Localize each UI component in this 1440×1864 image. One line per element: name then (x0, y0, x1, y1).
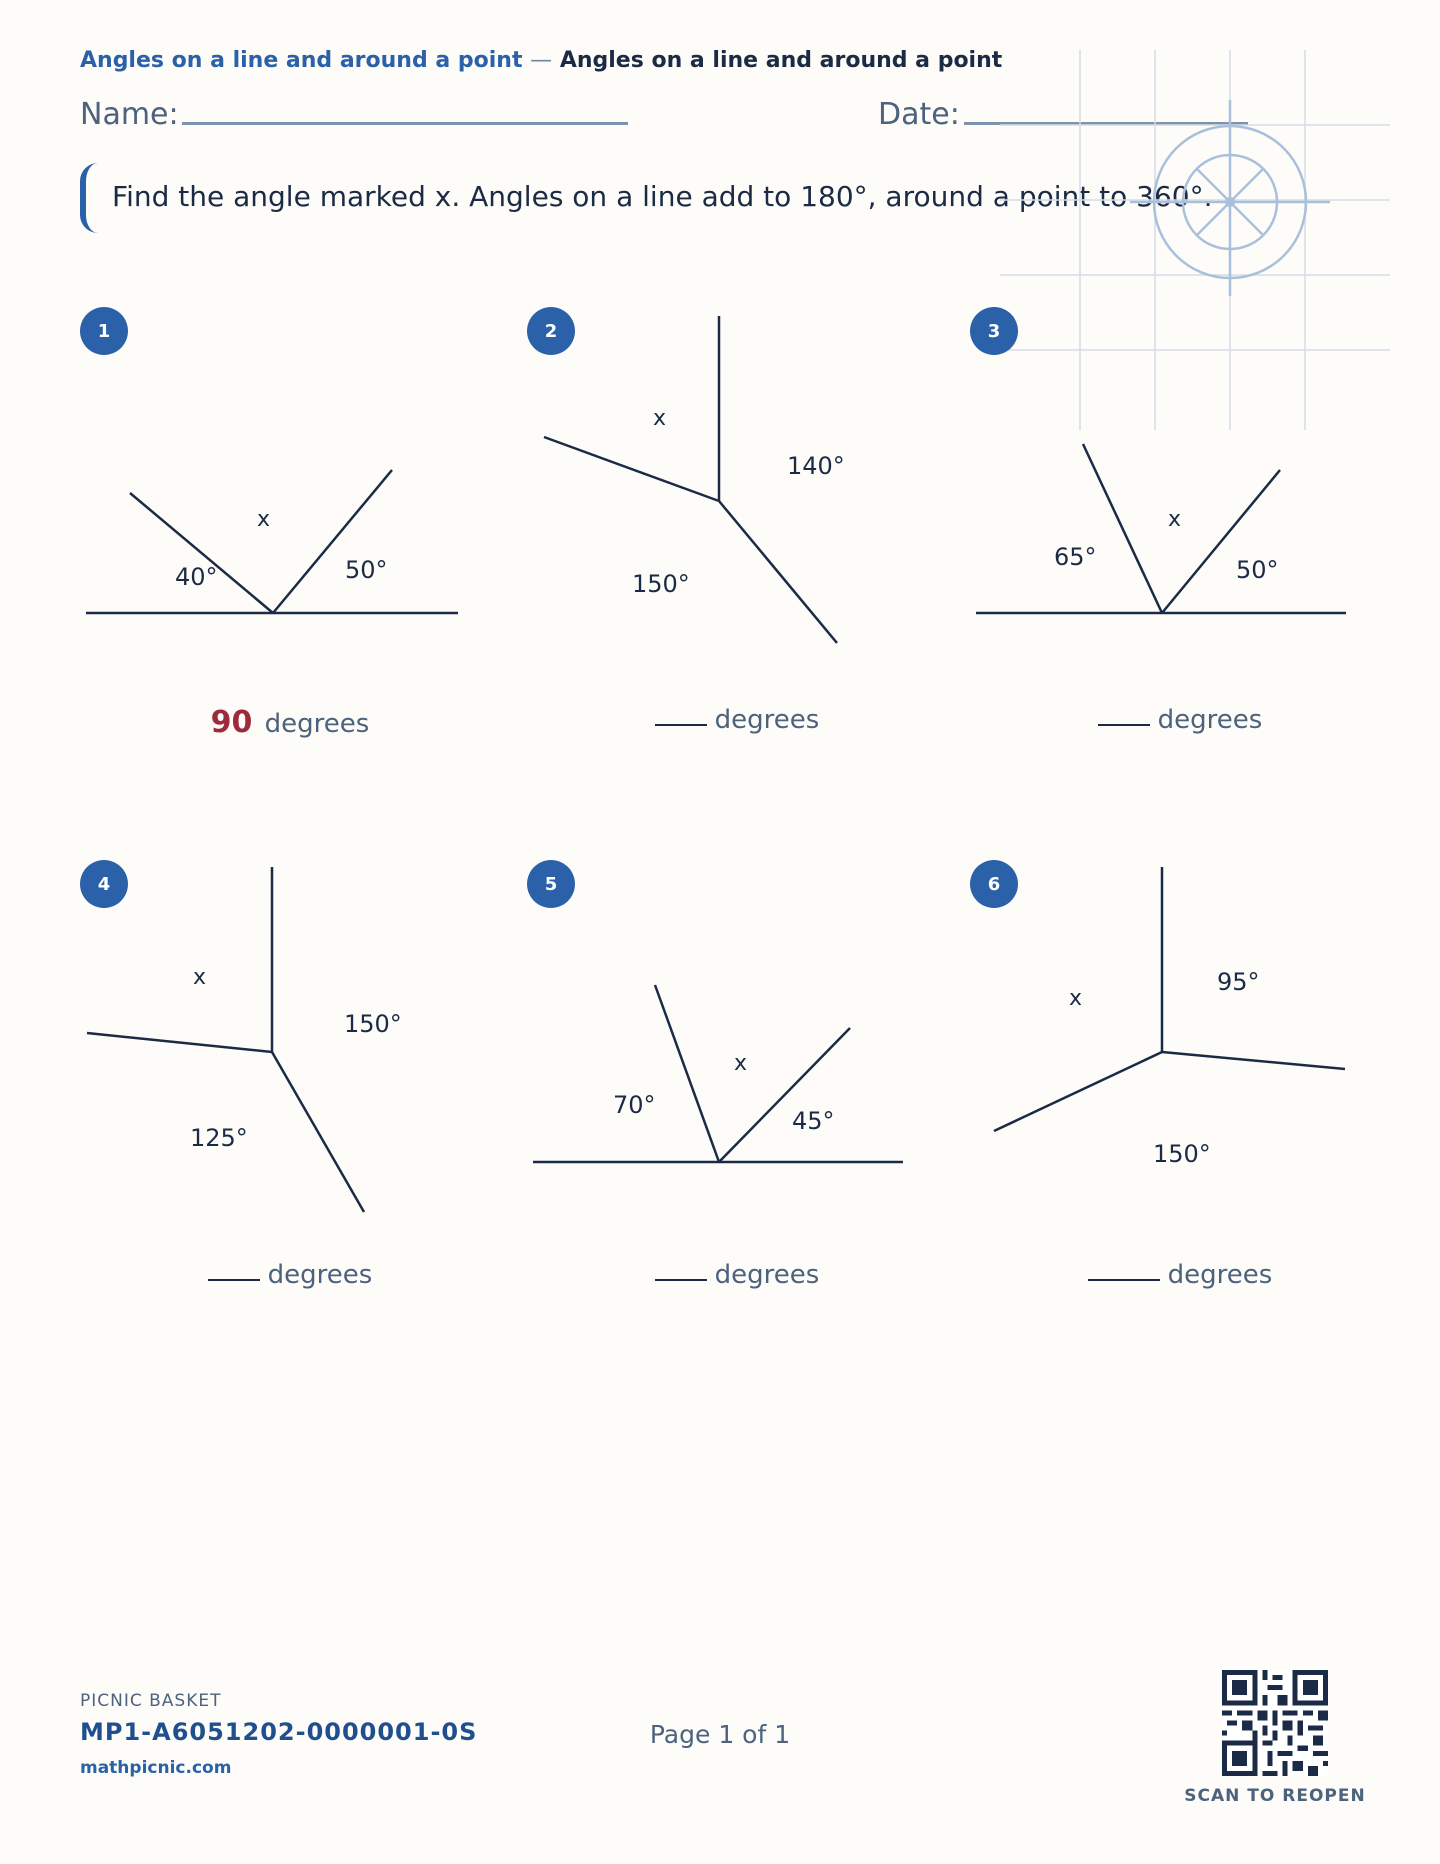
answer-row (527, 1260, 947, 1290)
qr-caption: SCAN TO REOPEN (1184, 1786, 1366, 1806)
ray (655, 985, 719, 1162)
angle-label: 40° (175, 563, 218, 591)
angle-diagram (527, 860, 947, 1320)
answer-row (970, 705, 1390, 735)
answer-blank[interactable] (655, 722, 707, 726)
answer-unit: degrees (714, 1260, 820, 1290)
problem-6 (970, 860, 1390, 1360)
qr-code-icon[interactable] (1222, 1670, 1328, 1776)
answer-blank[interactable] (655, 1277, 707, 1281)
ray (1162, 1052, 1345, 1069)
angle-label: 50° (345, 556, 388, 584)
angle-diagram (527, 307, 947, 767)
footer-brand: PICNIC BASKET (80, 1691, 222, 1711)
instruction-bracket (80, 163, 98, 233)
answer-row (80, 705, 500, 740)
answer-blank[interactable] (208, 1277, 260, 1281)
title-separator: — (530, 48, 553, 73)
answer-value[interactable]: 90 (210, 705, 253, 740)
problem-number-badge: 1 (80, 307, 128, 355)
unknown-angle-label: x (1069, 986, 1083, 1011)
angle-label: 140° (787, 452, 845, 480)
angle-label: 95° (1217, 968, 1260, 996)
answer-blank[interactable] (1098, 722, 1150, 726)
angle-label: 70° (613, 1091, 656, 1119)
angle-diagram (80, 860, 500, 1320)
page-indicator: Page 1 of 1 (649, 1720, 791, 1749)
instruction-box (80, 163, 1213, 233)
ray (272, 1052, 364, 1212)
answer-unit: degrees (1167, 1260, 1273, 1290)
unknown-angle-label: x (193, 965, 207, 990)
unknown-angle-label: x (1168, 507, 1182, 532)
answer-row (80, 1260, 500, 1290)
ray (719, 1028, 850, 1162)
answer-unit: degrees (714, 705, 820, 735)
title-subtitle: Angles on a line and around a point (559, 48, 1003, 73)
angle-label: 50° (1236, 556, 1279, 584)
name-label: Name: (80, 97, 179, 132)
date-label: Date: (878, 97, 960, 132)
problem-5 (527, 860, 947, 1360)
problem-number-badge: 2 (527, 307, 575, 355)
problem-number-badge: 3 (970, 307, 1018, 355)
problem-number-badge: 6 (970, 860, 1018, 908)
problem-2 (527, 307, 947, 807)
angle-label: 125° (190, 1124, 248, 1152)
ray (544, 437, 719, 501)
answer-row (527, 705, 947, 735)
unknown-angle-label: x (653, 406, 667, 431)
answer-unit: degrees (267, 1260, 373, 1290)
problem-3 (970, 307, 1390, 807)
ray (1083, 444, 1162, 613)
angle-diagram (80, 307, 500, 767)
problem-number-badge: 5 (527, 860, 575, 908)
ray (719, 501, 837, 643)
angle-diagram (970, 860, 1390, 1320)
answer-unit: degrees (1157, 705, 1263, 735)
answer-unit: degrees (264, 709, 370, 739)
unknown-angle-label: x (734, 1051, 748, 1076)
ray (273, 470, 392, 613)
instruction-text: Find the angle marked x. Angles on a line add to 180°, around a point to 360°. (112, 180, 1213, 213)
problem-1 (80, 307, 500, 807)
angle-label: 65° (1054, 543, 1097, 571)
unknown-angle-label: x (257, 507, 271, 532)
footer-link[interactable]: mathpicnic.com (80, 1758, 232, 1778)
name-field[interactable] (182, 122, 628, 125)
title-topic: Angles on a line and around a point (80, 48, 523, 73)
problem-number-badge: 4 (80, 860, 128, 908)
angle-label: 150° (344, 1010, 402, 1038)
ray (130, 493, 273, 613)
problem-4 (80, 860, 500, 1360)
angle-label: 150° (1153, 1140, 1211, 1168)
angle-label: 45° (792, 1107, 835, 1135)
ray (87, 1033, 272, 1052)
angle-label: 150° (632, 570, 690, 598)
worksheet-code: MP1-A6051202-0000001-0S (80, 1718, 478, 1746)
ray (994, 1052, 1162, 1131)
ray (1162, 470, 1280, 613)
answer-row (970, 1260, 1390, 1290)
angle-diagram (970, 307, 1390, 767)
answer-blank[interactable] (1088, 1277, 1160, 1281)
worksheet-title (80, 48, 1002, 73)
